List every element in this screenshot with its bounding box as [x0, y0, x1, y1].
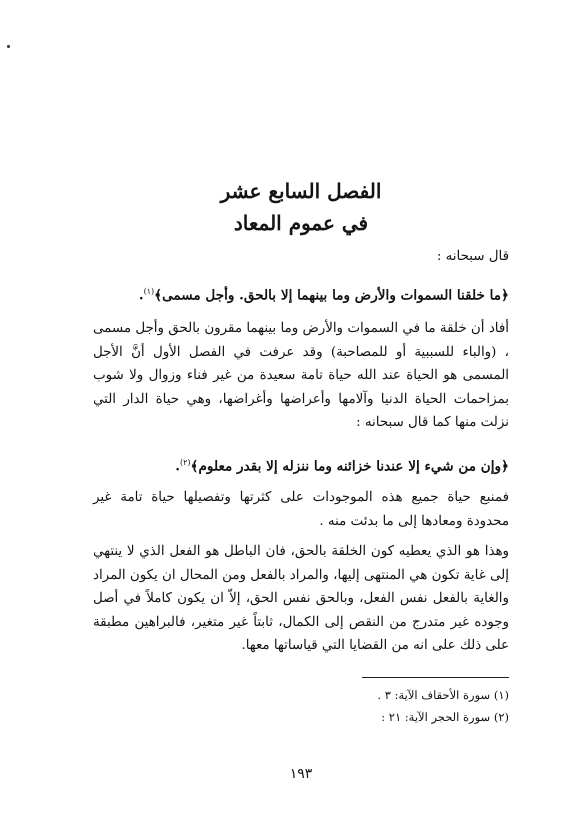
- footnote-1: [93, 685, 509, 706]
- footnote-2: [93, 707, 509, 728]
- footnote-2-text: سورة الحجر الآية: ٢١ :: [381, 710, 491, 724]
- quote-1: ﴿ما خلقنا السموات والأرض وما بينهما إلا بالحق. وأجل مسمى﴾$^{(١)}$.: [138, 287, 509, 304]
- footnote-divider: [362, 677, 509, 678]
- paragraph-2: فمنبع حياة جميع هذه الموجودات على كثرتها وتفصيلها حياة تامة غير محدودة ومعادها إلى ما بدئت منه .: [93, 490, 509, 529]
- footnote-ref-2: (٢): [180, 458, 191, 467]
- footnote-1-text: سورة الأحقاف الآية: ٣ .: [377, 688, 491, 702]
- footnote-2-num: (٢): [493, 710, 509, 724]
- footnote-ref-1: (١): [143, 287, 155, 296]
- paragraph-1: أفاد أن خلقة ما في السموات والأرض وما بينهما مقرون بالحق وأجل مسمى ، (والباء للسببية أو للمصاحبة) وقد عرفت في الفصل الأول أنَّ الأجل المسمى هو الحياة عند الله حياة تامة سعيدة من غير فناء وزوال ولا شوب بمزاحمات الحياة الدنيا وآلامها وأعراضها وأغراضها، وهي حياة الدار التي نزلت منها كما قال سبحانه :: [93, 321, 509, 430]
- quote-2: ﴿وإن من شيء إلا عندنا خزائنه وما ننزله إلا بقدر معلوم﴾$^{(٢)}$.: [175, 458, 509, 475]
- scan-speck: [7, 45, 10, 48]
- chapter-subtitle: في عموم المعاد: [233, 211, 369, 235]
- quote-2-text: ﴿وإن من شيء إلا عندنا خزائنه وما ننزله إلا بقدر معلوم﴾: [190, 458, 509, 475]
- footnote-1-num: (١): [493, 688, 509, 702]
- quote-1-text: ﴿ما خلقنا السموات والأرض وما بينهما إلا بالحق. وأجل مسمى﴾: [154, 287, 509, 304]
- intro-line: قال سبحانه :: [436, 249, 509, 264]
- paragraph-3: وهذا هو الذي يعطيه كون الخلقة بالحق، فان الباطل هو الفعل الذي لا ينتهي إلى غاية تكون هي المنتهى إليها، والمراد بالفعل ومن المحال ان يكون المراد والغاية بالفعل نفس الفعل، وبالحق نفس الحق، إلاّ ان يكون كاملاً في أصل وجوده غير متدرج من النقص إلى الكمال، ثابتاً غير متغير، فالبراهين مطبقة على ذلك على انه من القضايا التي قياساتها معها.: [93, 544, 509, 653]
- chapter-title: الفصل السابع عشر: [220, 179, 382, 203]
- page-number: ١٩٣: [289, 766, 313, 782]
